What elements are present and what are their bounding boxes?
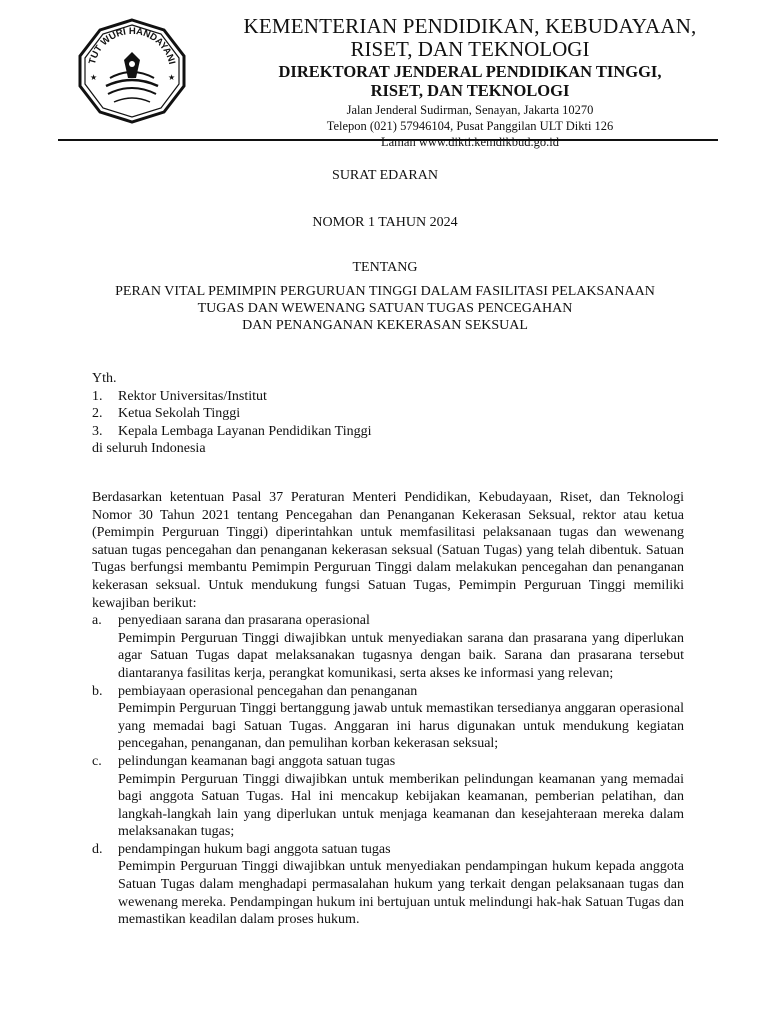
letterhead-divider	[58, 139, 718, 141]
office-website: Laman www.dikti.kemdikbud.go.id	[381, 135, 559, 149]
obligation-item	[92, 683, 684, 701]
addressee-number: 3.	[92, 423, 103, 439]
svg-text:★: ★	[168, 73, 176, 82]
letter-type: SURAT EDARAN	[332, 168, 438, 183]
office-phone: Telepon (021) 57946104, Pusat Panggilan ULT Dikti 126	[326, 119, 614, 133]
letter-number: NOMOR 1 TAHUN 2024	[312, 215, 458, 230]
obligation-description: Pemimpin Perguruan Tinggi diwajibkan untuk menyediakan pendampingan hukum kepada anggota Satuan Tugas dalam menghadapi permasalahan hukum yang terkait dengan pelaksanaan tugas dan wewenang mereka. Pendampingan hukum ini bertujuan untuk melindungi hak-hak Satuan Tugas dan memastikan keadilan dalam proses hukum.	[118, 859, 684, 928]
office-address: Jalan Jenderal Sudirman, Senayan, Jakarta 10270	[346, 103, 594, 117]
addressee-item	[92, 423, 372, 441]
tut-wuri-handayani-logo	[72, 16, 192, 124]
intro-paragraph: Berdasarkan ketentuan Pasal 37 Peraturan Menteri Pendidikan, Kebudayaan, Riset, dan Teknologi Nomor 30 Tahun 2021 tentang Pencegahan dan Penanganan Kekerasan Seksual, rektor atau ketua (Pemimpin Perguruan Tinggi) diperintahkan untuk memfasilitasi pelaksanaan tugas dan wewenang satuan tugas pencegahan dan penanganan kekerasan seksual (Satuan Tugas) yang telah dibentuk. Satuan Tugas berfungsi membantu Pemimpin Perguruan Tinggi dalam melakukan pencegahan dan penanganan kekerasan seksual. Untuk mendukung fungsi Satuan Tugas, Pemimpin Perguruan Tinggi memiliki kewajiban berikut:	[92, 490, 684, 611]
svg-text:★: ★	[90, 73, 98, 82]
obligation-title: pelindungan keamanan bagi anggota satuan tugas	[118, 753, 396, 769]
salutation: Yth.	[92, 371, 117, 386]
addressee-number: 1.	[92, 388, 103, 404]
addressee-text: Rektor Universitas/Institut	[118, 388, 267, 404]
obligation-marker: b.	[92, 683, 103, 699]
letter-about-label: TENTANG	[352, 260, 418, 275]
obligation-description: Pemimpin Perguruan Tinggi diwajibkan untuk memberikan pelindungan keamanan yang memadai bagi anggota Satuan Tugas. Hal ini mencakup kebijakan keamanan, pemberian pelatihan, dan langkah-langkah lain yang diperlukan untuk menjaga keamanan dan kesejahteraan mereka dalam melaksanakan tugas;	[118, 771, 684, 840]
addressee-text: Kepala Lembaga Layanan Pendidikan Tinggi	[118, 423, 372, 439]
directorate-name-line1: DIREKTORAT JENDERAL PENDIDIKAN TINGGI,	[278, 62, 662, 81]
addressee-block	[92, 370, 372, 458]
obligation-item	[92, 841, 684, 859]
obligation-marker: d.	[92, 841, 103, 857]
subject-line: TUGAS DAN WEWENANG SATUAN TUGAS PENCEGAHAN	[197, 301, 573, 316]
addressee-item	[92, 388, 372, 406]
ministry-name-line1: KEMENTERIAN PENDIDIKAN, KEBUDAYAAN,	[243, 14, 697, 38]
obligation-title: penyediaan sarana dan prasarana operasional	[118, 613, 370, 629]
letterhead	[200, 14, 740, 150]
letter-body	[92, 489, 684, 929]
addressee-item	[92, 405, 372, 423]
addressee-closing: di seluruh Indonesia	[92, 441, 206, 456]
subject-line: PERAN VITAL PEMIMPIN PERGURUAN TINGGI DALAM FASILITASI PELAKSANAAN	[115, 284, 655, 299]
obligation-item	[92, 753, 684, 771]
obligation-item	[92, 612, 684, 630]
obligation-title: pendampingan hukum bagi anggota satuan tugas	[118, 841, 391, 857]
directorate-name-line2: RISET, DAN TEKNOLOGI	[370, 81, 570, 100]
subject-line: DAN PENANGANAN KEKERASAN SEKSUAL	[242, 318, 528, 333]
ministry-name-line2: RISET, DAN TEKNOLOGI	[350, 37, 590, 61]
svg-text:TUT WURI HANDAYANI: TUT WURI HANDAYANI	[86, 25, 178, 66]
obligation-description: Pemimpin Perguruan Tinggi diwajibkan untuk menyediakan sarana dan prasarana yang diperlukan agar Satuan Tugas dapat melaksanakan tugasnya dengan baik. Sarana dan prasarana tersebut diantaranya fasilitas kerja, perangkat komunikasi, serta akses ke informasi yang relevan;	[118, 630, 684, 681]
obligation-marker: c.	[92, 753, 102, 769]
addressee-number: 2.	[92, 406, 103, 421]
letter-subject	[80, 283, 690, 334]
obligation-title: pembiayaan operasional pencegahan dan penanganan	[118, 683, 418, 699]
addressee-text: Ketua Sekolah Tinggi	[118, 406, 241, 421]
obligation-marker: a.	[92, 613, 102, 629]
obligation-description: Pemimpin Perguruan Tinggi bertanggung jawab untuk memastikan tersedianya anggaran operasional yang memadai bagi Satuan Tugas. Anggaran ini harus digunakan untuk mendukung kegiatan pencegahan, penanganan, dan pemulihan korban kekerasan seksual;	[118, 701, 684, 752]
